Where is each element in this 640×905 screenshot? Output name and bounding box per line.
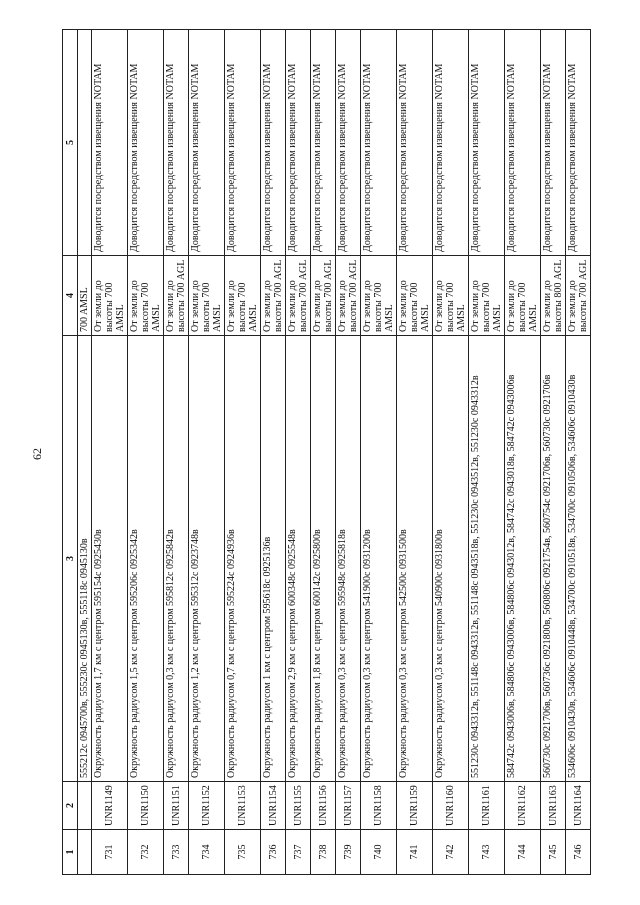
table-row [433,30,469,875]
cell-notam: Доводится посредством извещения NOTAM [566,30,591,256]
cell-altitude: От земли до высоты 700 AGL [261,256,286,336]
cell-number: 742 [433,830,469,875]
cell-id: UNR1155 [286,782,311,830]
cell-notam: Доводится посредством извещения NOTAM [433,30,469,256]
cell-altitude: От земли до высоты 700 AMSL [225,256,261,336]
table-row [189,30,225,875]
table-row [397,30,433,875]
cell-altitude: От земли до высоты 700 AMSL [189,256,225,336]
cell-notam: Доводится посредством извещения NOTAM [225,30,261,256]
cell-altitude: От земли до высоты 700 AMSL [469,256,505,336]
cell-notam: Доводится посредством извещения NOTAM [397,30,433,256]
cell-description: 584742с 0943006в, 584806с 0943006в, 584806с 0943012в, 584742с 0943018в, 584742с 0943006в [505,336,541,782]
table-row [164,30,189,875]
table-row [261,30,286,875]
cell-altitude: От земли до высоты 700 AGL [311,256,336,336]
cell-description: 560730с 0921706в, 560736с 0921800в, 560806с 0921754в, 560754с 0921706в, 560730с 0921706в [541,336,566,782]
cell-number: 740 [361,830,397,875]
rotated-table-wrapper [62,30,589,875]
header-row [63,30,78,875]
cell-altitude: От земли до высоты 700 AGL [336,256,361,336]
cell-altitude: 700 AMSL [78,256,92,336]
cell-altitude: От земли до высоты 700 AMSL [505,256,541,336]
cell-description: Окружность радиусом 1 км с центром 595618с 0925136в [261,336,286,782]
cell-notam: Доводится посредством извещения NOTAM [286,30,311,256]
cell-id: UNR1158 [361,782,397,830]
cell-notam: Доводится посредством извещения NOTAM [311,30,336,256]
cell-description: 534606с 0910430в, 534606с 0910448в, 534700с 0910518в, 534700с 0910506в, 534606с 0910430в [566,336,591,782]
cell-id [78,782,92,830]
column-header-3: 3 [63,336,78,782]
cell-number: 737 [286,830,311,875]
cell-number: 744 [505,830,541,875]
cell-id: UNR1159 [397,782,433,830]
table-row [469,30,505,875]
cell-id: UNR1153 [225,782,261,830]
cell-description: Окружность радиусом 1,5 км с центром 595206с 0925342в [128,336,164,782]
cell-id: UNR1163 [541,782,566,830]
cell-altitude: От земли до высоты 700 AGL [286,256,311,336]
cell-number: 733 [164,830,189,875]
cell-number: 735 [225,830,261,875]
cell-notam: Доводится посредством извещения NOTAM [361,30,397,256]
column-header-2: 2 [63,782,78,830]
cell-number: 746 [566,830,591,875]
continuation-row [78,30,92,875]
cell-number: 736 [261,830,286,875]
table-row [128,30,164,875]
cell-notam: Доводится посредством извещения NOTAM [261,30,286,256]
cell-altitude: От земли до высоты 700 AMSL [361,256,397,336]
table-row [286,30,311,875]
page-number: 62 [30,448,44,460]
table-row [311,30,336,875]
table-row [541,30,566,875]
cell-number: 745 [541,830,566,875]
cell-altitude: От земли до высоты 700 AMSL [128,256,164,336]
cell-notam: Доводится посредством извещения NOTAM [336,30,361,256]
cell-number: 734 [189,830,225,875]
cell-description: Окружность радиусом 1,2 км с центром 595312с 0923748в [189,336,225,782]
cell-id: UNR1149 [92,782,128,830]
table-row [92,30,128,875]
cell-number: 741 [397,830,433,875]
cell-description: Окружность радиусом 0,3 км с центром 595812с 0925842в [164,336,189,782]
cell-altitude: От земли до высоты 700 AGL [164,256,189,336]
table-frame [62,30,589,875]
cell-id: UNR1154 [261,782,286,830]
cell-number: 739 [336,830,361,875]
cell-description: Окружность радиусом 0,3 км с центром 542500с 0931500в [397,336,433,782]
cell-description: Окружность радиусом 0,3 км с центром 540900с 0931800в [433,336,469,782]
cell-id: UNR1162 [505,782,541,830]
cell-description: 555212с 0945700в, 555230с 0945130в, 555118с 0945130в [78,336,92,782]
cell-number: 731 [92,830,128,875]
table-row [361,30,397,875]
cell-description: Окружность радиусом 2,9 км с центром 600348с 0925548в [286,336,311,782]
cell-id: UNR1150 [128,782,164,830]
table-row [566,30,591,875]
column-header-4: 4 [63,256,78,336]
cell-description: Окружность радиусом 1,8 км с центром 600142с 0925800в [311,336,336,782]
cell-id: UNR1152 [189,782,225,830]
table-row [225,30,261,875]
table-row [505,30,541,875]
cell-id: UNR1160 [433,782,469,830]
cell-id: UNR1156 [311,782,336,830]
cell-description: Окружность радиусом 0,3 км с центром 595948с 0925818в [336,336,361,782]
cell-number [78,830,92,875]
cell-number: 738 [311,830,336,875]
cell-id: UNR1151 [164,782,189,830]
cell-id: UNR1164 [566,782,591,830]
cell-notam: Доводится посредством извещения NOTAM [128,30,164,256]
cell-notam: Доводится посредством извещения NOTAM [92,30,128,256]
cell-altitude: От земли до высоты 700 AMSL [92,256,128,336]
cell-notam: Доводится посредством извещения NOTAM [469,30,505,256]
cell-number: 732 [128,830,164,875]
cell-description: 551230с 0943312в, 551148с 0943312в, 551148с 0943518в, 551230с 0943512в, 551230с 0943312в [469,336,505,782]
cell-altitude: От земли до высоты 700 AMSL [397,256,433,336]
cell-altitude: От земли до высоты 800 AGL [541,256,566,336]
column-header-5: 5 [63,30,78,256]
table-row [336,30,361,875]
cell-notam [78,30,92,256]
cell-description: Окружность радиусом 0,7 км с центром 595224с 0924936в [225,336,261,782]
column-header-1: 1 [63,830,78,875]
cell-notam: Доводится посредством извещения NOTAM [541,30,566,256]
cell-altitude: От земли до высоты 700 AGL [566,256,591,336]
cell-id: UNR1161 [469,782,505,830]
cell-altitude: От земли до высоты 700 AMSL [433,256,469,336]
cell-notam: Доводится посредством извещения NOTAM [505,30,541,256]
cell-id: UNR1157 [336,782,361,830]
cell-description: Окружность радиусом 1,7 км с центром 595154с 0925430в [92,336,128,782]
cell-notam: Доводится посредством извещения NOTAM [164,30,189,256]
cell-notam: Доводится посредством извещения NOTAM [189,30,225,256]
cell-number: 743 [469,830,505,875]
airspace-table [62,29,591,875]
cell-description: Окружность радиусом 0,3 км с центром 541900с 0931200в [361,336,397,782]
